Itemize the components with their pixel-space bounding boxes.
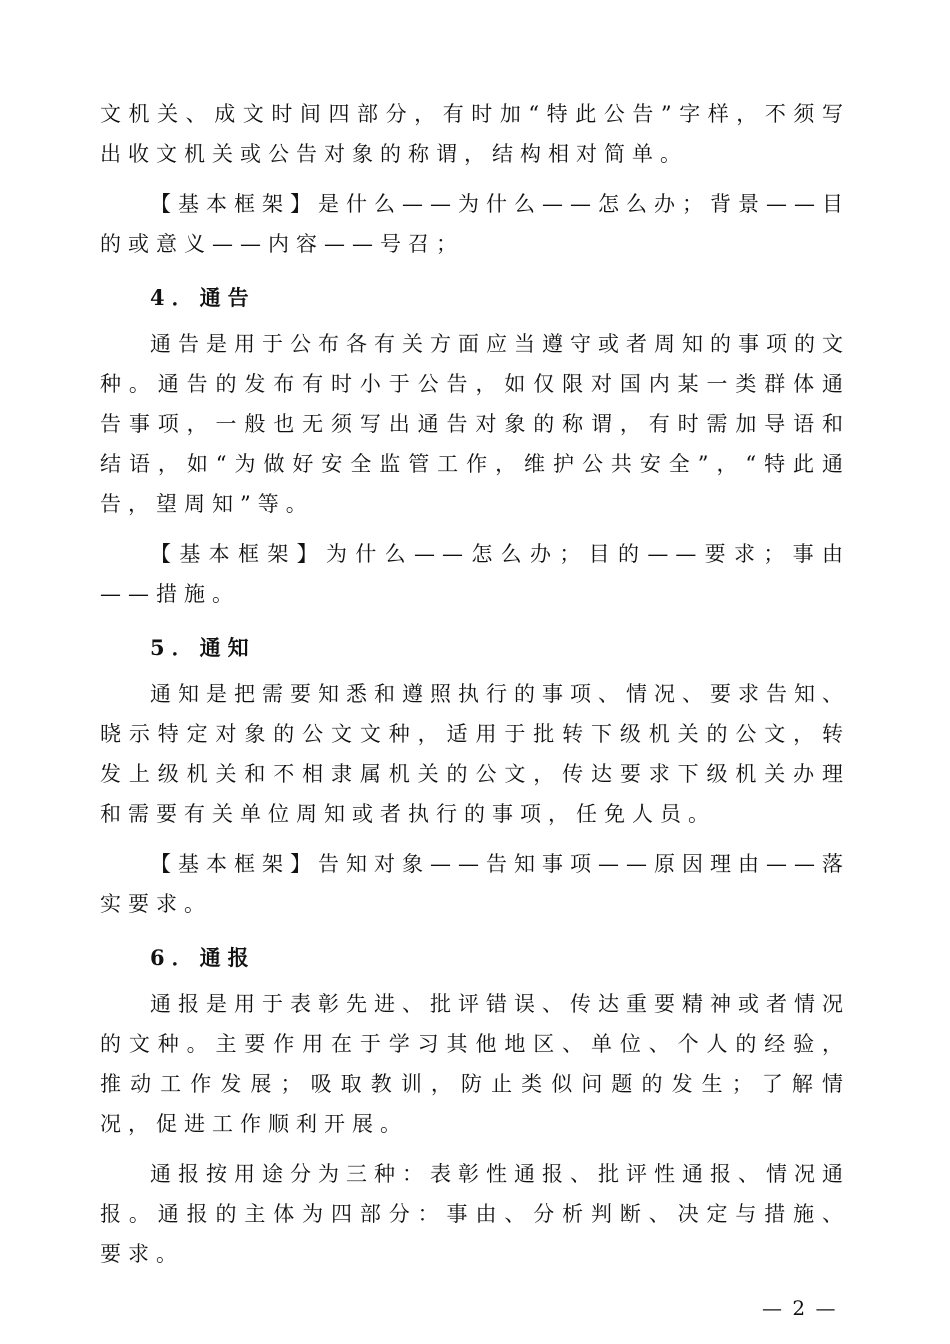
section-heading-notice: 4．通告 [150,285,256,310]
paragraph-notice-framework: 【基本框架】为什么——怎么办；目的——要求；事由——措施。 [100,542,850,606]
paragraph-bulletin-definition: 通报是用于表彰先进、批评错误、传达重要精神或者情况的文种。主要作用在于学习其他地区、单位、个人的经验，推动工作发展；吸取教训，防止类似问题的发生；了解情况，促进工作顺利开展。 [100,992,850,1136]
section-heading-bulletin: 6．通报 [150,945,256,970]
paragraph-announcement-structure: 文机关、成文时间四部分，有时加“特此公告”字样，不须写出收文机关或公告对象的称谓，结构相对简单。 [100,102,850,166]
page-number: — 2 — [762,1296,838,1320]
section-heading-circular: 5．通知 [150,635,256,660]
paragraph-circular-definition: 通知是把需要知悉和遵照执行的事项、情况、要求告知、晓示特定对象的公文文种，适用于批转下级机关的公文，转发上级机关和不相隶属机关的公文，传达要求下级机关办理和需要有关单位周知或者执行的事项，任免人员。 [100,682,850,826]
paragraph-circular-framework: 【基本框架】告知对象——告知事项——原因理由——落实要求。 [100,852,850,916]
paragraph-bulletin-types: 通报按用途分为三种：表彰性通报、批评性通报、情况通报。通报的主体为四部分：事由、分析判断、决定与措施、要求。 [100,1162,850,1266]
paragraph-announcement-framework: 【基本框架】是什么——为什么——怎么办；背景——目的或意义——内容——号召； [100,192,850,256]
paragraph-notice-definition: 通告是用于公布各有关方面应当遵守或者周知的事项的文种。通告的发布有时小于公告，如仅限对国内某一类群体通告事项，一般也无须写出通告对象的称谓，有时需加导语和结语，如“为做好安全监管工作，维护公共安全”，“特此通告，望周知”等。 [100,332,850,516]
document-body [100,94,850,1274]
